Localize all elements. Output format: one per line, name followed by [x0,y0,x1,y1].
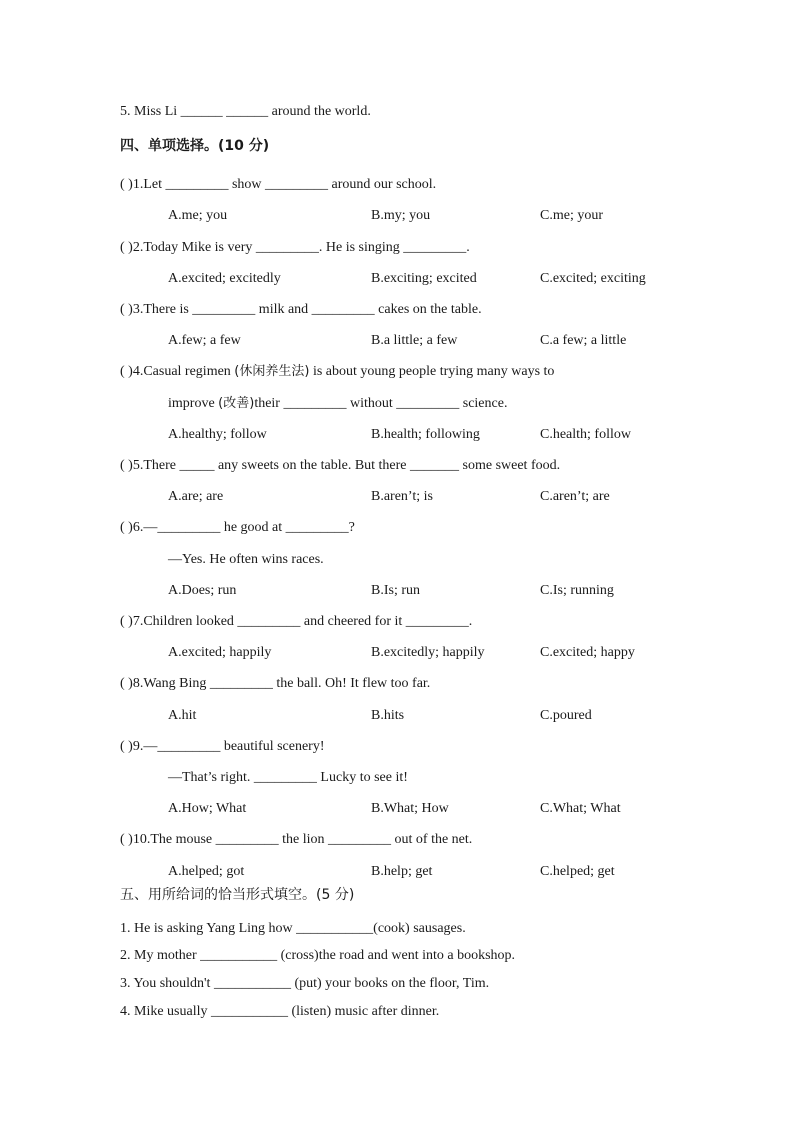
q4-option-a: A.healthy; follow [168,427,267,442]
mc-question-2: ( )2.Today Mike is very _________. He is singing _________. [120,240,470,255]
q8-option-c: C.poured [540,708,592,723]
q4-chinese-gloss-2: (改善) [218,396,255,411]
q2-option-b: B.exciting; excited [371,271,477,286]
q2-option-a: A.excited; excitedly [168,271,281,286]
mc-question-9: ( )9.—_________ beautiful scenery! [120,739,325,754]
q3-option-c: C.a few; a little [540,333,627,348]
mc-question-6: ( )6.—_________ he good at _________? [120,520,355,535]
fill-item-1: 1. He is asking Yang Ling how ___________(cook) sausages. [120,921,466,936]
section-5-title: 五、用所给词的恰当形式填空。(5 分) [120,887,355,903]
q1-option-c: C.me; your [540,208,603,223]
q7-option-b: B.excitedly; happily [371,645,485,660]
mc-question-5: ( )5.There _____ any sweets on the table. But there _______ some sweet food. [120,458,561,473]
q4-stem-part2: is about young people trying many ways to [309,364,555,379]
q7-option-a: A.excited; happily [168,645,272,660]
q9-option-a: A.How; What [168,801,247,816]
fill-item-3: 3. You shouldn't ___________ (put) your books on the floor, Tim. [120,976,490,991]
mc-question-7: ( )7.Children looked _________ and cheered for it _________. [120,614,473,629]
q6-dialogue-reply: —Yes. He often wins races. [168,552,324,567]
mc-question-1: ( )1.Let _________ show _________ around our school. [120,177,437,192]
q6-option-a: A.Does; run [168,583,237,598]
mc-question-10: ( )10.The mouse _________ the lion _________ out of the net. [120,832,473,847]
q7-option-c: C.excited; happy [540,645,635,660]
q3-option-a: A.few; a few [168,333,241,348]
q5-option-a: A.are; are [168,489,224,504]
q2-option-c: C.excited; exciting [540,271,646,286]
q5-option-c: C.aren’t; are [540,489,610,504]
q6-option-b: B.Is; run [371,583,420,598]
mc-question-4 [120,363,554,381]
q10-option-b: B.help; get [371,864,433,879]
mc-question-3: ( )3.There is _________ milk and _________ cakes on the table. [120,302,482,317]
q3-option-b: B.a little; a few [371,333,458,348]
q4-stem-part1: ( )4.Casual regimen [120,364,235,379]
q8-option-a: A.hit [168,708,197,723]
fill-item-2: 2. My mother ___________ (cross)the road and went into a bookshop. [120,948,516,963]
q1-option-a: A.me; you [168,208,228,223]
mc-question-8: ( )8.Wang Bing _________ the ball. Oh! It flew too far. [120,676,431,691]
fill-question-5: 5. Miss Li ______ ______ around the world. [120,104,371,119]
q10-option-a: A.helped; got [168,864,245,879]
q9-option-b: B.What; How [371,801,449,816]
q6-option-c: C.Is; running [540,583,614,598]
q10-option-c: C.helped; get [540,864,615,879]
q9-dialogue-reply: —That’s right. _________ Lucky to see it! [168,770,408,785]
mc-question-4-line2 [168,395,507,413]
q4-stem2-part2: their _________ without _________ science. [254,396,508,411]
q8-option-b: B.hits [371,708,405,723]
q4-chinese-gloss: (休闲养生法) [234,364,310,379]
q4-option-b: B.health; following [371,427,480,442]
q9-option-c: C.What; What [540,801,621,816]
q4-stem2-part1: improve [168,396,219,411]
section-4-title: 四、单项选择。(10 分) [120,138,270,154]
fill-item-4: 4. Mike usually ___________ (listen) music after dinner. [120,1004,440,1019]
q1-option-b: B.my; you [371,208,431,223]
q4-option-c: C.health; follow [540,427,631,442]
q5-option-b: B.aren’t; is [371,489,433,504]
